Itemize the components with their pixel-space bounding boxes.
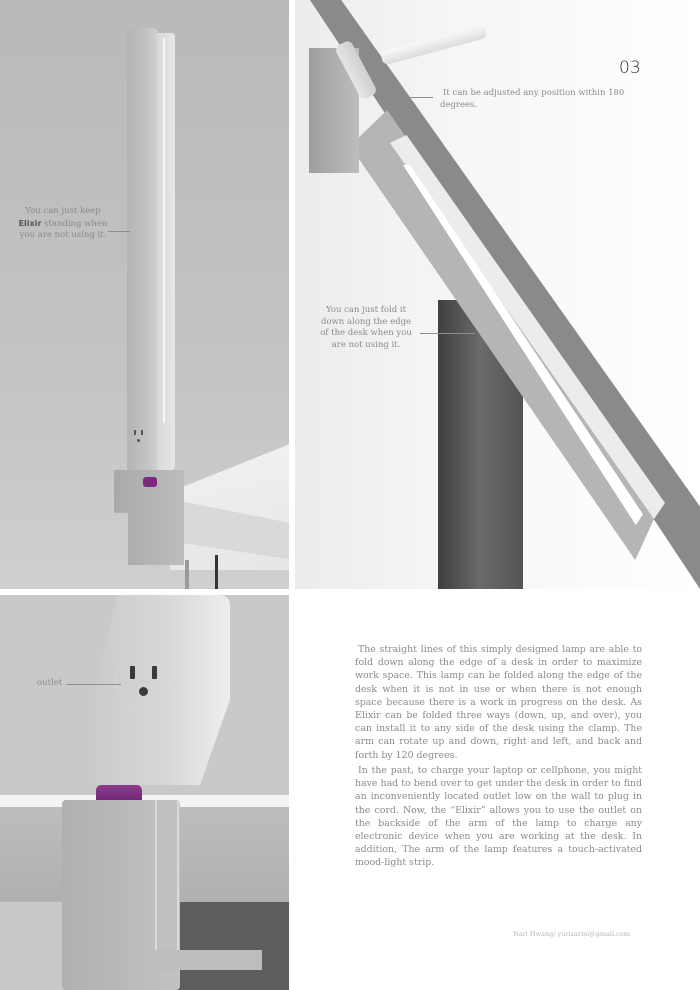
leader-line [391, 97, 433, 98]
body-paragraph-2: In the past, to charge your laptop or cellphone, you might have had to bend over to get under the desk in order to find an inconveniently located outlet low on the wall to plug in the cord. Now, the “Elixir” allows you to use the outlet on the backside of the arm of the lamp to charge any electronic device when you are working at the desk. In addition, The arm of the lamp features a touch-activated mood-light strip. [355, 765, 642, 869]
annotation-adjust [440, 88, 640, 111]
leader-line [420, 333, 475, 334]
outlet-icon [132, 428, 146, 446]
annotation-line: You can just fold it [325, 305, 407, 315]
annotation-line: you are not using it. [19, 230, 107, 240]
annotation-outlet: outlet [37, 678, 63, 688]
power-cord [215, 555, 218, 589]
annotation-fold [315, 305, 417, 351]
adjustable-handle [380, 24, 488, 65]
photo-outlet-closeup [0, 595, 289, 990]
annotation-standing [16, 206, 110, 242]
annotation-line: It can be adjusted any position within 180 [443, 88, 625, 98]
lamp-column-side [157, 33, 175, 473]
page-number: 03 [619, 58, 641, 78]
photo-lamp-standing [0, 0, 289, 589]
folded-arm-top [390, 135, 665, 535]
clamp-slot [155, 800, 179, 952]
photo-lamp-folded [295, 0, 700, 589]
annotation-line: down along the edge [320, 316, 412, 327]
brand-name: Elixir [18, 218, 42, 228]
clamp-screw [185, 560, 189, 589]
outlet-icon [115, 653, 173, 711]
annotation-line: You can just keep [25, 206, 101, 216]
leader-line [108, 231, 130, 232]
annotation-line: degrees. [440, 99, 478, 110]
annotation-line: are not using it. [331, 339, 401, 350]
annotation-line: of the desk when you [320, 328, 412, 338]
hinge-purple [143, 477, 157, 487]
author-credit: Nari Hwang/ yurizarmi@gmail.com [513, 930, 630, 938]
lamp-column [127, 28, 157, 473]
body-paragraph-1: The straight lines of this simply designed lamp are able to fold down along the edge of a desk in order to maximize work space. This lamp can be folded along the edge of the desk when it is not in use or when there is not enough space because there is a work in progress on the desk. As Elixir can be folded three ways (down, up, and over), you can install it to any side of the desk using the clamp. The arm can rotate up and down, right and left, and back and forth by 120 degrees. [355, 644, 642, 761]
annotation-line: standing when [41, 218, 108, 229]
lamp-light-strip [163, 38, 165, 423]
leader-line [66, 684, 121, 685]
clamp-foot [150, 950, 262, 970]
